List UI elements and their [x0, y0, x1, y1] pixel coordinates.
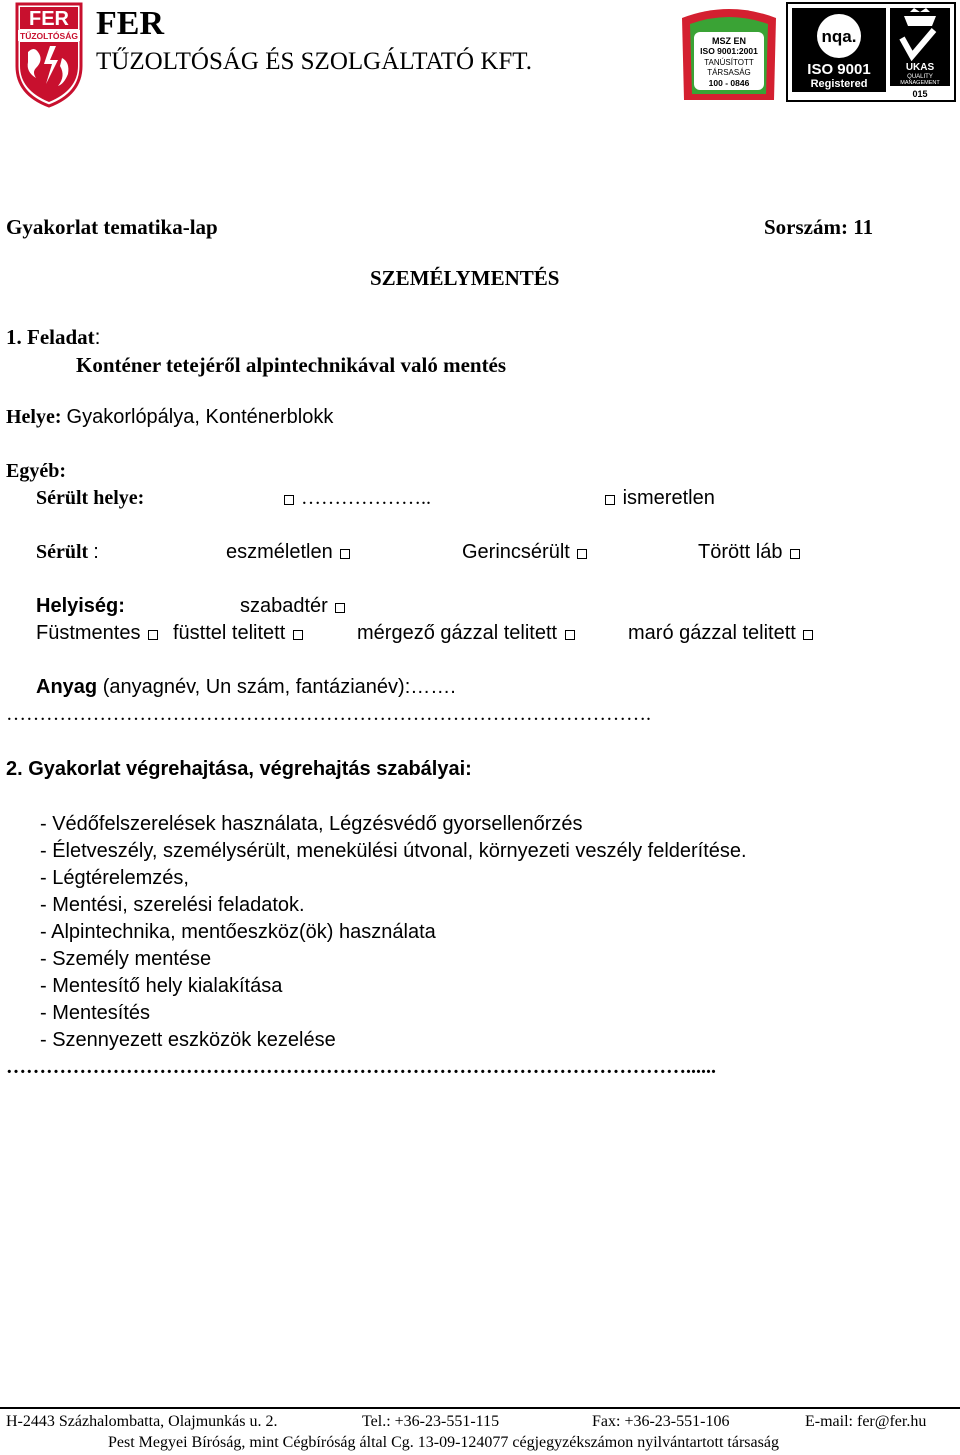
location-line: Helye: Gyakorlópálya, Konténerblokk — [6, 406, 334, 428]
checkbox-icon — [790, 549, 800, 559]
list-item: - Mentési, szerelési feladatok. — [40, 894, 305, 916]
material-line: Anyag (anyagnév, Un szám, fantázianév):……. — [36, 676, 456, 698]
company-full-name: TŰZOLTÓSÁG ÉS SZOLGÁLTATÓ KFT. — [96, 48, 532, 75]
footer-fax: Fax: +36-23-551-106 — [592, 1413, 730, 1430]
logo-text-band: TŰZOLTÓSÁG — [20, 31, 78, 41]
injured-option-unconscious: eszméletlen — [226, 541, 352, 564]
injury-place-label: Sérült helye: — [36, 487, 145, 509]
svg-text:UKAS: UKAS — [905, 62, 935, 73]
injured-option-broken-leg: Törött láb — [698, 541, 802, 564]
list-item: - Védőfelszerelések használata, Légzésvédő gyorsellenőrzés — [40, 813, 583, 835]
room-option-open-air: szabadtér — [240, 595, 347, 618]
footer-registry: Pest Megyei Bíróság, mint Cégbíróság által Cg. 13-09-124077 cégjegyzékszámon nyilvántartott társaság — [108, 1434, 779, 1451]
end-dots: …………………………………………………………………………………………...... — [6, 1056, 716, 1078]
list-item: - Szennyezett eszközök kezelése — [40, 1029, 336, 1051]
svg-text:nqa.: nqa. — [821, 27, 857, 46]
svg-text:QUALITY: QUALITY — [907, 74, 933, 80]
serial-number: Sorszám: 11 — [764, 215, 874, 239]
svg-text:015: 015 — [912, 89, 928, 99]
footer-address: H-2443 Százhalombatta, Olajmunkás u. 2. — [6, 1413, 278, 1430]
svg-text:Registered: Registered — [810, 78, 868, 90]
msz-en-iso-certificate-badge — [678, 4, 780, 104]
svg-text:ISO 9001:2001: ISO 9001:2001 — [700, 46, 758, 56]
page-title: SZEMÉLYMENTÉS — [370, 266, 560, 290]
logo-text-fer: FER — [29, 8, 69, 30]
footer-email: E-mail: fer@fer.hu — [805, 1413, 927, 1430]
list-item: - Mentesítés — [40, 1002, 151, 1024]
list-item: - Mentesítő hely kialakítása — [40, 975, 283, 997]
checkbox-icon — [148, 630, 158, 640]
task2-heading: 2. Gyakorlat végrehajtása, végrehajtás szabályai: — [6, 758, 472, 780]
checkbox-icon — [577, 549, 587, 559]
footer-divider — [0, 1407, 960, 1409]
sheet-label: Gyakorlat tematika-lap — [6, 215, 218, 239]
injury-place-unknown-option: ismeretlen — [603, 487, 715, 510]
room-option-smoke: füsttel telitett — [173, 622, 305, 645]
room-option-smokeless: Füstmentes — [36, 622, 160, 645]
nqa-ukas-certificate-badge — [786, 2, 956, 102]
injury-place-option: ……………….. — [282, 487, 431, 510]
footer-phone: Tel.: +36-23-551-115 — [362, 1413, 500, 1430]
list-item: - Légtérelemzés, — [40, 867, 189, 889]
checkbox-icon — [565, 630, 575, 640]
task1-text: Konténer tetejéről alpintechnikával való mentés — [76, 353, 507, 377]
checkbox-icon — [293, 630, 303, 640]
checkbox-icon — [605, 495, 615, 505]
list-item: - Személy mentése — [40, 948, 212, 970]
checkbox-icon — [284, 495, 294, 505]
company-logo — [14, 2, 84, 108]
room-label: Helyiség: — [36, 595, 125, 617]
task2-list — [40, 811, 747, 1054]
material-dots: ……………………………………………………………………………………. — [6, 703, 651, 725]
svg-text:100 - 0846: 100 - 0846 — [708, 78, 750, 88]
injured-option-spinal: Gerincsérült — [462, 541, 589, 564]
svg-text:MANAGEMENT: MANAGEMENT — [900, 80, 940, 86]
list-item: - Alpintechnika, mentőeszköz(ök) használata — [40, 921, 436, 943]
list-item: - Életveszély, személysérült, menekülési útvonal, környezeti veszély felderítése. — [40, 840, 747, 862]
svg-text:TÁRSASÁG: TÁRSASÁG — [707, 68, 751, 77]
other-label: Egyéb: — [6, 460, 66, 482]
task1-heading: 1. Feladat: — [6, 325, 101, 349]
checkbox-icon — [335, 603, 345, 613]
company-short-name: FER — [96, 5, 164, 42]
svg-text:ISO 9001: ISO 9001 — [807, 61, 871, 78]
checkbox-icon — [803, 630, 813, 640]
svg-text:TANÚSÍTOTT: TANÚSÍTOTT — [704, 58, 754, 67]
room-option-toxic-gas: mérgező gázzal telitett — [357, 622, 577, 645]
checkbox-icon — [340, 549, 350, 559]
svg-text:MSZ EN: MSZ EN — [711, 36, 747, 46]
room-option-corrosive-gas: maró gázzal telitett — [628, 622, 815, 645]
injured-label: Sérült : — [36, 541, 99, 563]
